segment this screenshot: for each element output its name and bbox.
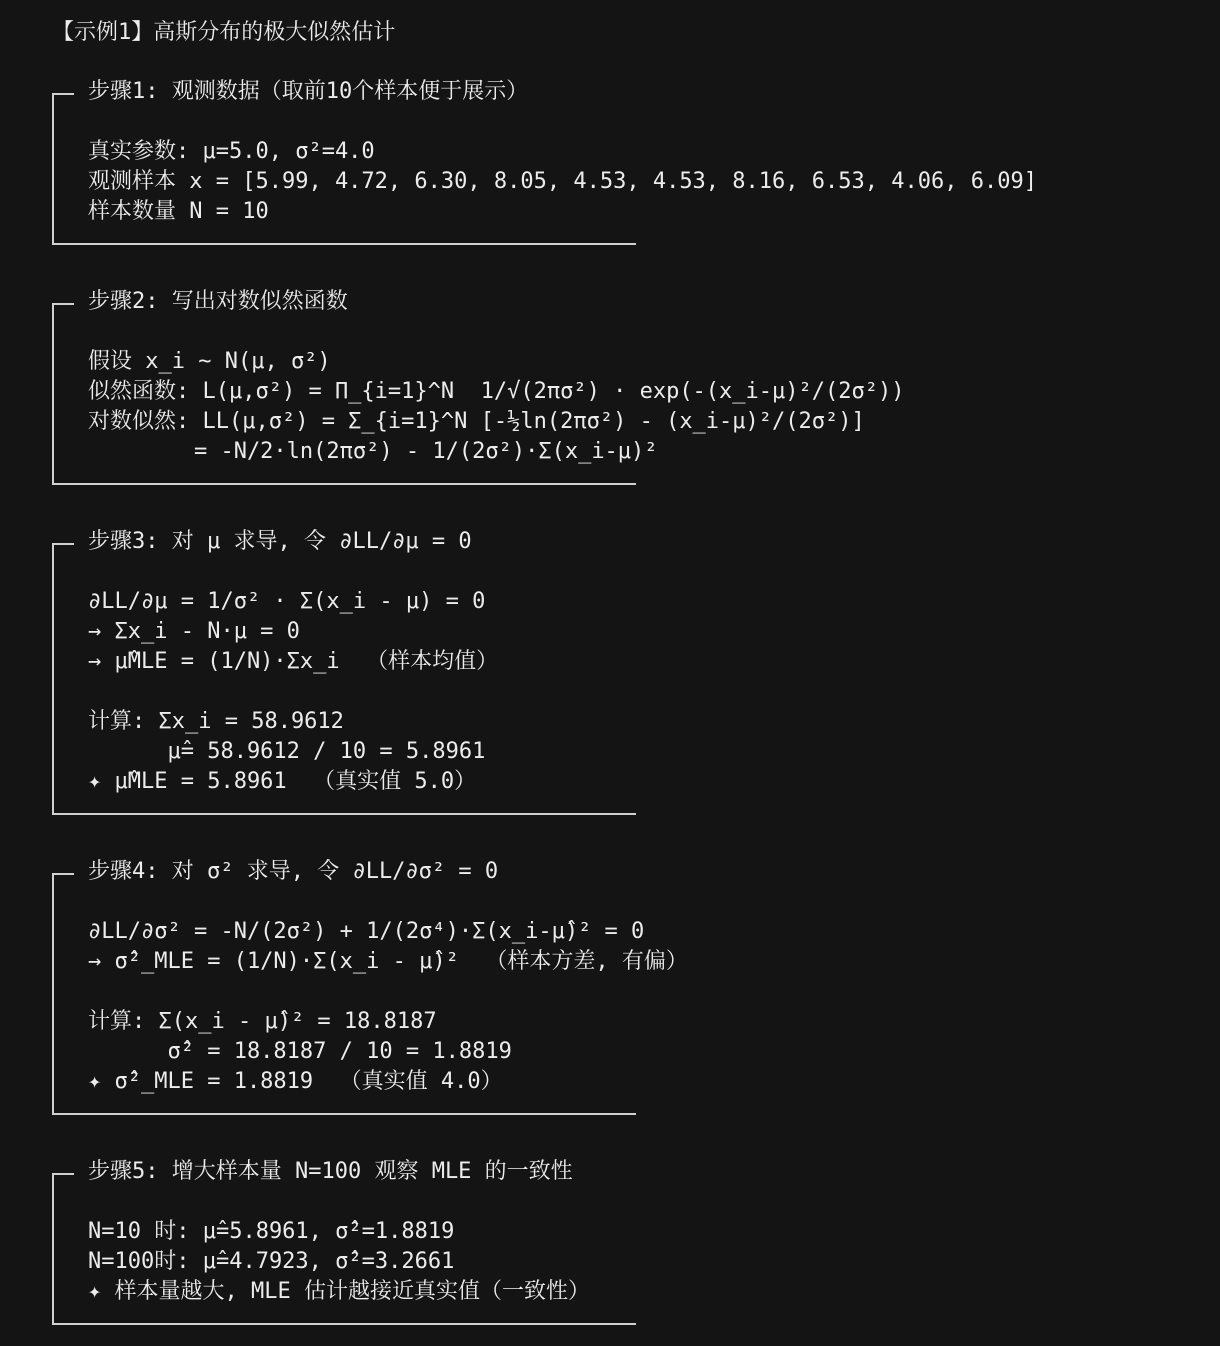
step-1-block bbox=[52, 79, 1037, 245]
step-4-line-2: ∂LL/∂σ² = -N/(2σ²) + 1/(2σ⁴)·Σ(x_i-μ̂)² = 0 bbox=[88, 919, 645, 944]
step-2-line-3: 似然函数: L(μ,σ²) = Π_{i=1}^N 1/√(2πσ²) · exp(-(x_i-μ)²/(2σ²)) bbox=[88, 379, 905, 404]
step-4-line-5: 计算: Σ(x_i - μ̂)² = 18.8187 bbox=[88, 1009, 437, 1034]
step-3-line-6: 计算: Σx_i = 58.9612 bbox=[88, 709, 344, 734]
step-1-header: 步骤1: 观测数据（取前10个样本便于展示） bbox=[88, 79, 529, 104]
step-2-line-2: 假设 x_i ~ N(μ, σ²) bbox=[88, 349, 331, 374]
step-2-line-4: 对数似然: LL(μ,σ²) = Σ_{i=1}^N [-½ln(2πσ²) - (x_i-μ)²/(2σ²)] bbox=[88, 409, 865, 434]
step-3-line-2: ∂LL/∂μ = 1/σ² · Σ(x_i - μ) = 0 bbox=[88, 589, 486, 614]
block-corner-tick bbox=[54, 93, 74, 95]
page-title: 【示例1】高斯分布的极大似然估计 bbox=[52, 20, 396, 45]
step-5-line-3: N=100时: μ̂=4.7923, σ̂²=3.2661 bbox=[88, 1249, 455, 1274]
step-5-header: 步骤5: 增大样本量 N=100 观察 MLE 的一致性 bbox=[88, 1159, 573, 1184]
step-4-header: 步骤4: 对 σ² 求导, 令 ∂LL/∂σ² = 0 bbox=[88, 859, 499, 884]
step-2-line-5: = -N/2·ln(2πσ²) - 1/(2σ²)·Σ(x_i-μ)² bbox=[88, 439, 658, 464]
block-corner-tick bbox=[54, 873, 74, 875]
block-corner-tick bbox=[54, 303, 74, 305]
step-3-block bbox=[52, 529, 636, 815]
step-3-line-7: μ̂= 58.9612 / 10 = 5.8961 bbox=[88, 739, 486, 764]
step-1-line-3: 观测样本 x = [5.99, 4.72, 6.30, 8.05, 4.53, 4.53, 8.16, 6.53, 4.06, 6.09] bbox=[88, 169, 1037, 194]
step-1-line-4: 样本数量 N = 10 bbox=[88, 199, 269, 224]
step-4-line-6: σ̂² = 18.8187 / 10 = 1.8819 bbox=[88, 1039, 512, 1064]
step-5-line-2: N=10 时: μ̂=5.8961, σ̂²=1.8819 bbox=[88, 1219, 455, 1244]
step-4-line-3: → σ̂²_MLE = (1/N)·Σ(x_i - μ̂)² （样本方差, 有偏） bbox=[88, 949, 688, 974]
step-4-line-7: ✦ σ̂²_MLE = 1.8819 （真实值 4.0） bbox=[88, 1069, 503, 1094]
step-3-line-3: → Σx_i - N·μ = 0 bbox=[88, 619, 300, 644]
step-4-block bbox=[52, 859, 688, 1115]
step-2-header: 步骤2: 写出对数似然函数 bbox=[88, 289, 348, 314]
step-3-line-8: ✦ μ̂MLE = 5.8961 （真实值 5.0） bbox=[88, 769, 477, 794]
step-5-line-4: ✦ 样本量越大, MLE 估计越接近真实值（一致性） bbox=[88, 1279, 590, 1304]
block-corner-tick bbox=[54, 1173, 74, 1175]
block-corner-tick bbox=[54, 543, 74, 545]
step-5-block bbox=[52, 1159, 636, 1325]
step-3-header: 步骤3: 对 μ 求导, 令 ∂LL/∂μ = 0 bbox=[88, 529, 472, 554]
step-2-block bbox=[52, 289, 905, 485]
step-3-line-4: → μ̂MLE = (1/N)·Σx_i （样本均值） bbox=[88, 649, 499, 674]
step-1-line-2: 真实参数: μ=5.0, σ²=4.0 bbox=[88, 139, 375, 164]
